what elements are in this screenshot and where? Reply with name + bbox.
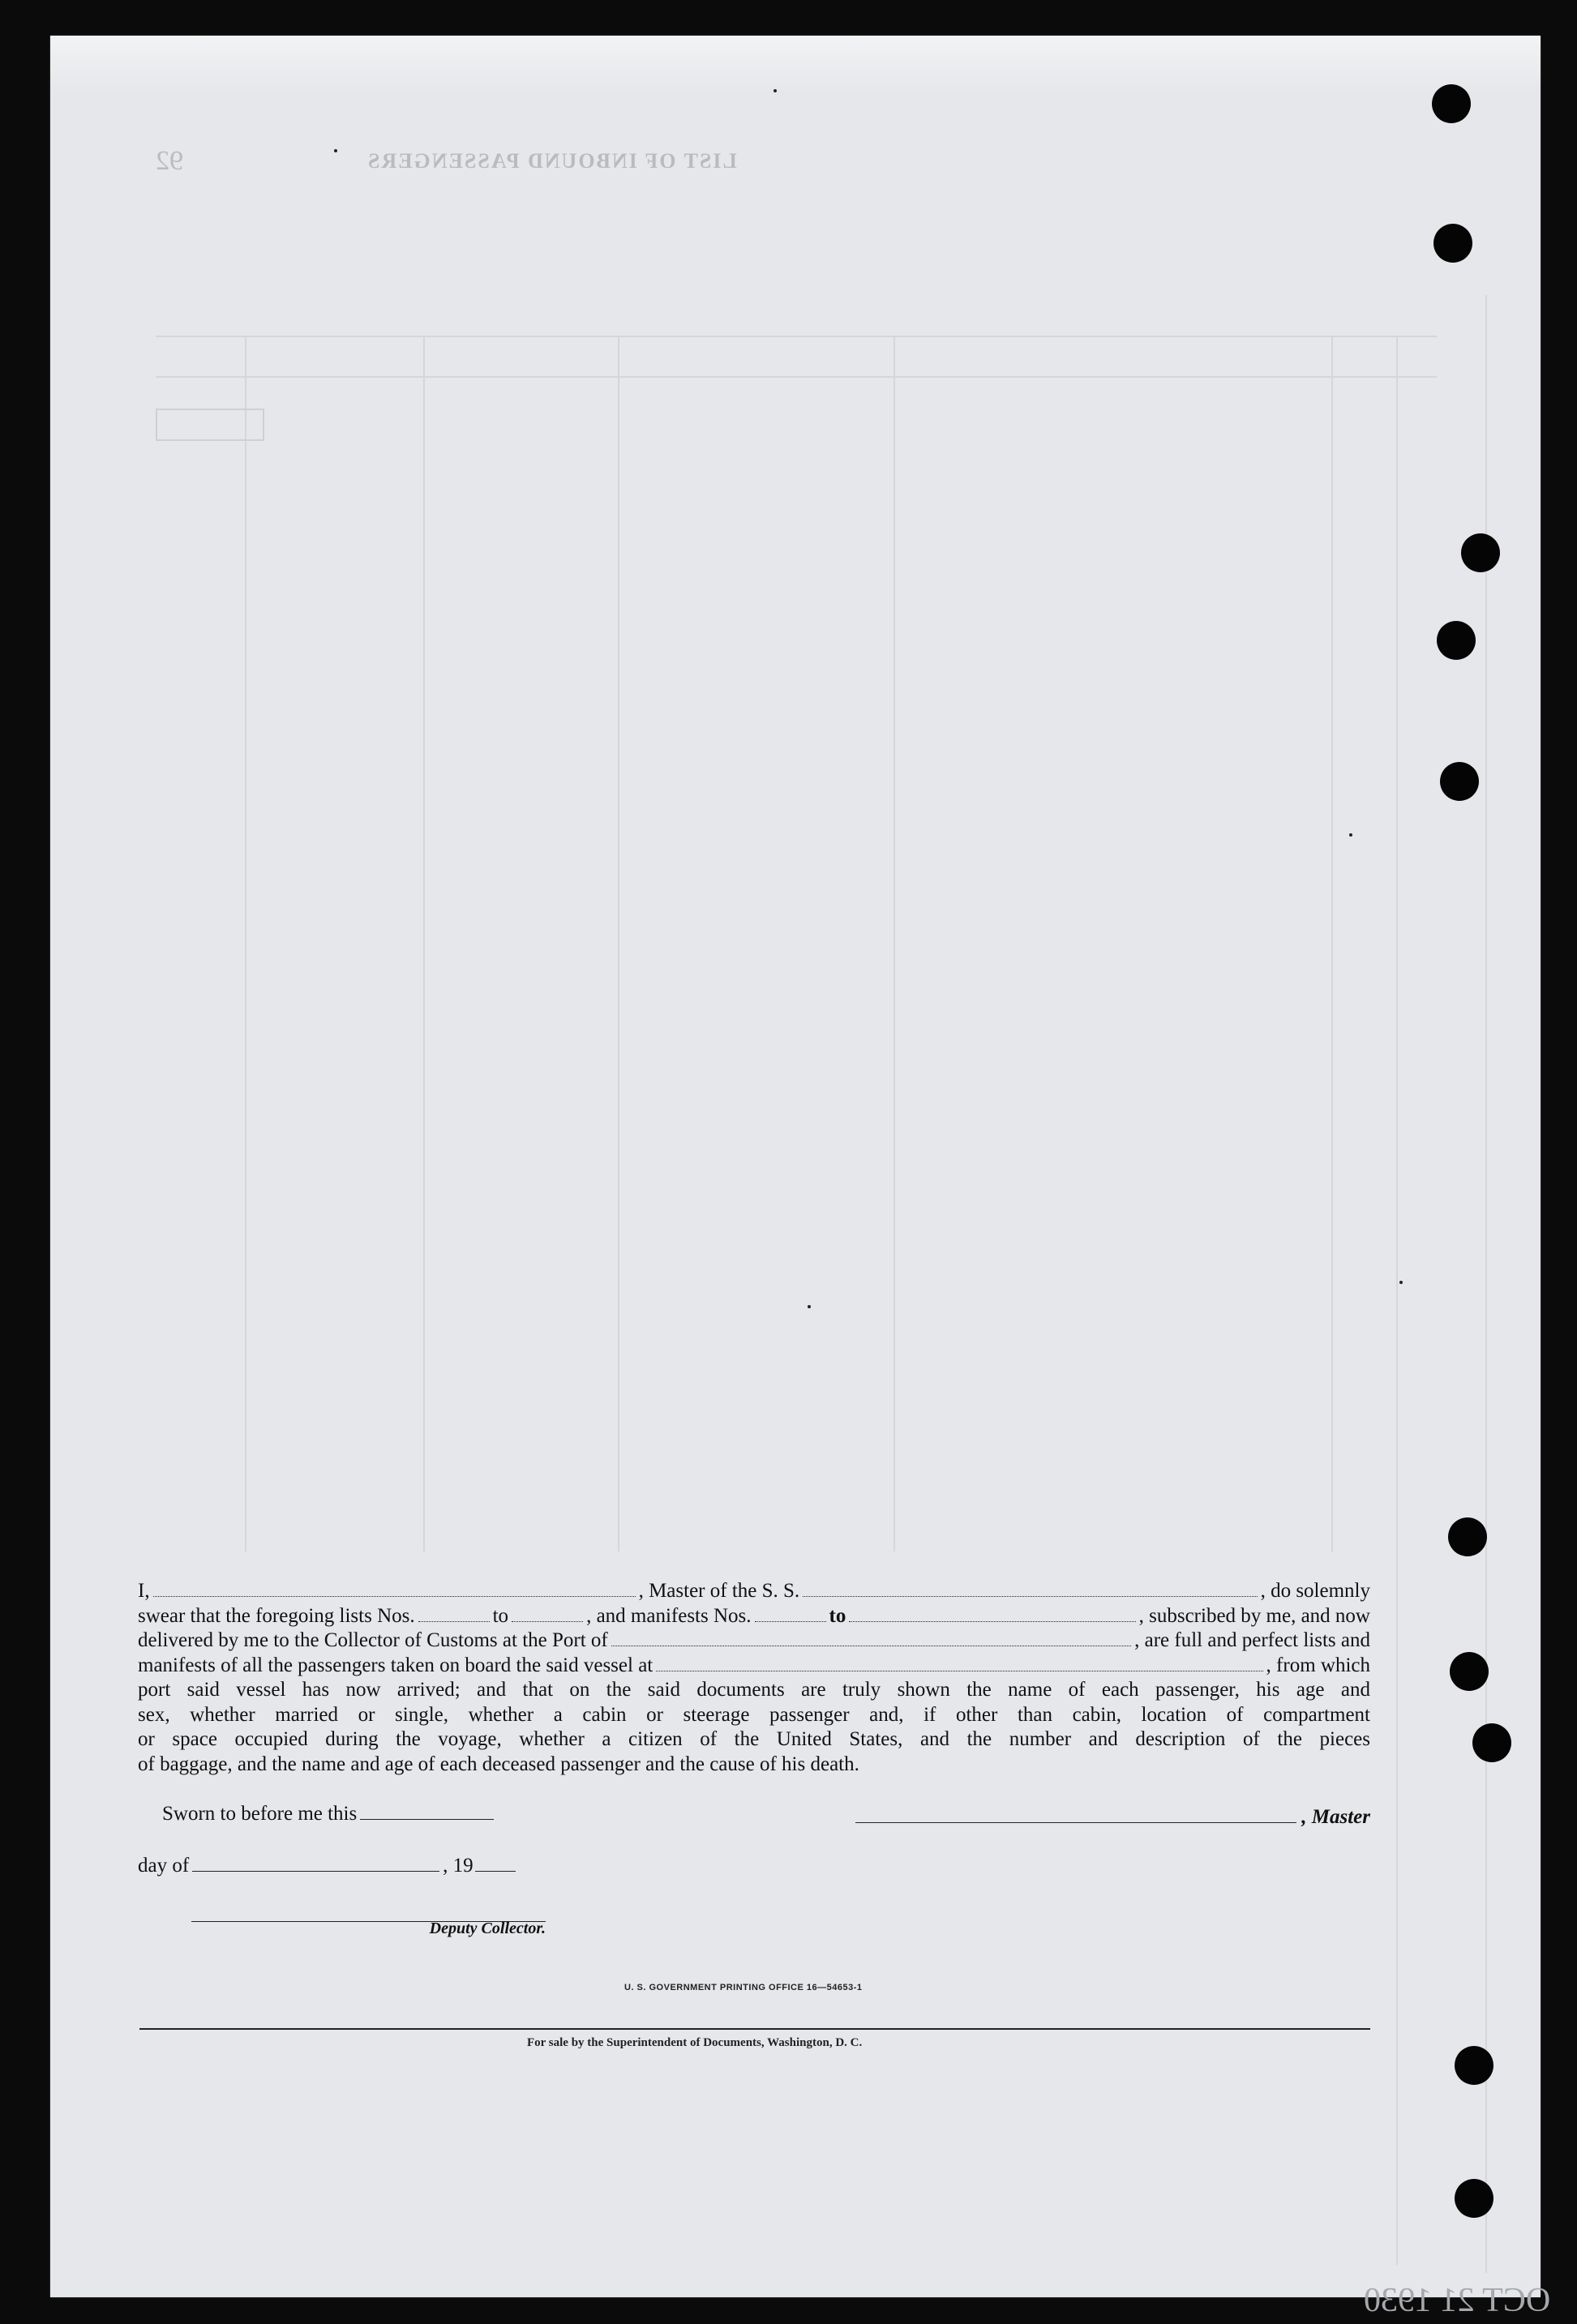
oath-line	[138, 1629, 1370, 1654]
binder-hole	[1455, 2046, 1493, 2085]
day-of-label: day of	[138, 1855, 190, 1877]
ghost-column-line	[1396, 336, 1398, 2265]
binder-hole	[1461, 533, 1500, 572]
binder-hole	[1472, 1723, 1511, 1762]
binder-hole	[1440, 762, 1479, 801]
ghost-column-line	[245, 336, 246, 1551]
oath-text: I,	[138, 1580, 150, 1602]
ghost-date-stamp: OCT 21 1930	[1364, 2282, 1551, 2319]
oath-line	[138, 1579, 1370, 1604]
master-name-blank[interactable]	[153, 1581, 636, 1597]
binder-hole	[1450, 1652, 1489, 1691]
oath-text: manifests of all the passengers taken on board the said vessel at	[138, 1654, 654, 1676]
master-signature-blank[interactable]	[855, 1806, 1296, 1823]
speck	[1349, 833, 1352, 837]
speck	[808, 1305, 811, 1308]
day-of-blank[interactable]	[192, 1856, 439, 1872]
footer-rule	[139, 2028, 1370, 2030]
oath-text: , and manifests Nos.	[586, 1604, 752, 1627]
deputy-collector-label: Deputy Collector.	[429, 1920, 546, 1937]
oath-line	[138, 1654, 1370, 1679]
ghost-column-line	[1485, 295, 1487, 2273]
master-oath-paragraph	[138, 1579, 1370, 1777]
ghost-rule	[156, 376, 1437, 378]
departure-port-blank[interactable]	[656, 1656, 1262, 1671]
oath-text: , subscribed by me, and now	[1138, 1604, 1370, 1627]
ghost-column-line	[1331, 336, 1333, 1551]
oath-line	[138, 1604, 1370, 1629]
year-label: , 19	[443, 1855, 474, 1877]
sheet-top-edge	[50, 36, 1541, 92]
oath-text: to	[492, 1604, 509, 1627]
speck	[774, 89, 777, 92]
sworn-date-blank[interactable]	[360, 1804, 494, 1820]
sworn-line	[162, 1803, 497, 1825]
binder-hole	[1455, 2179, 1493, 2218]
list-to-blank[interactable]	[512, 1607, 583, 1622]
ghost-box	[156, 409, 264, 441]
sworn-label: Sworn to before me this	[162, 1803, 358, 1825]
binder-hole	[1432, 84, 1471, 123]
printing-office-imprint: U. S. GOVERNMENT PRINTING OFFICE 16—54653-1	[624, 1983, 863, 1992]
ghost-page-number: 92	[156, 146, 183, 176]
binder-hole	[1433, 224, 1472, 263]
oath-text: or space occupied during the voyage, whether a citizen of the United States, and the number and description of the pieces	[138, 1728, 1370, 1750]
oath-text: of baggage, and the name and age of each deceased passenger and the cause of his death.	[138, 1753, 859, 1775]
for-sale-notice: For sale by the Superintendent of Documents, Washington, D. C.	[527, 2036, 863, 2049]
master-label: , Master	[1301, 1806, 1370, 1828]
manifest-to-blank[interactable]	[849, 1607, 1135, 1622]
oath-text: , from which	[1266, 1654, 1370, 1676]
oath-text: to	[829, 1604, 846, 1627]
list-from-blank[interactable]	[418, 1607, 490, 1622]
ship-name-blank[interactable]	[803, 1581, 1257, 1597]
ghost-column-line	[423, 336, 425, 1551]
oath-text: , Master of the S. S.	[638, 1580, 800, 1602]
oath-text: swear that the foregoing lists Nos.	[138, 1604, 415, 1627]
oath-text: , are full and perfect lists and	[1134, 1629, 1370, 1651]
ghost-rule	[156, 336, 1437, 337]
day-of-line	[138, 1855, 519, 1877]
oath-text: port said vessel has now arrived; and that on the said documents are truly shown the name of each passenger, his age and	[138, 1679, 1370, 1701]
speck	[334, 149, 337, 152]
oath-text: , do solemnly	[1260, 1580, 1370, 1602]
binder-hole	[1437, 621, 1476, 660]
oath-text: delivered by me to the Collector of Customs at the Port of	[138, 1629, 608, 1651]
port-blank[interactable]	[611, 1631, 1131, 1646]
master-signature-line	[855, 1806, 1370, 1829]
year-blank[interactable]	[475, 1856, 516, 1872]
oath-text: sex, whether married or single, whether a cabin or steerage passenger and, if other than cabin, location of compartment	[138, 1703, 1370, 1726]
manifest-from-blank[interactable]	[755, 1607, 826, 1622]
speck	[1399, 1281, 1403, 1284]
binder-hole	[1448, 1517, 1487, 1556]
ghost-form-title: LIST OF INBOUND PASSENGERS	[366, 149, 737, 173]
ghost-column-line	[618, 336, 619, 1551]
form-sheet	[50, 36, 1551, 2319]
ghost-column-line	[893, 336, 895, 1551]
